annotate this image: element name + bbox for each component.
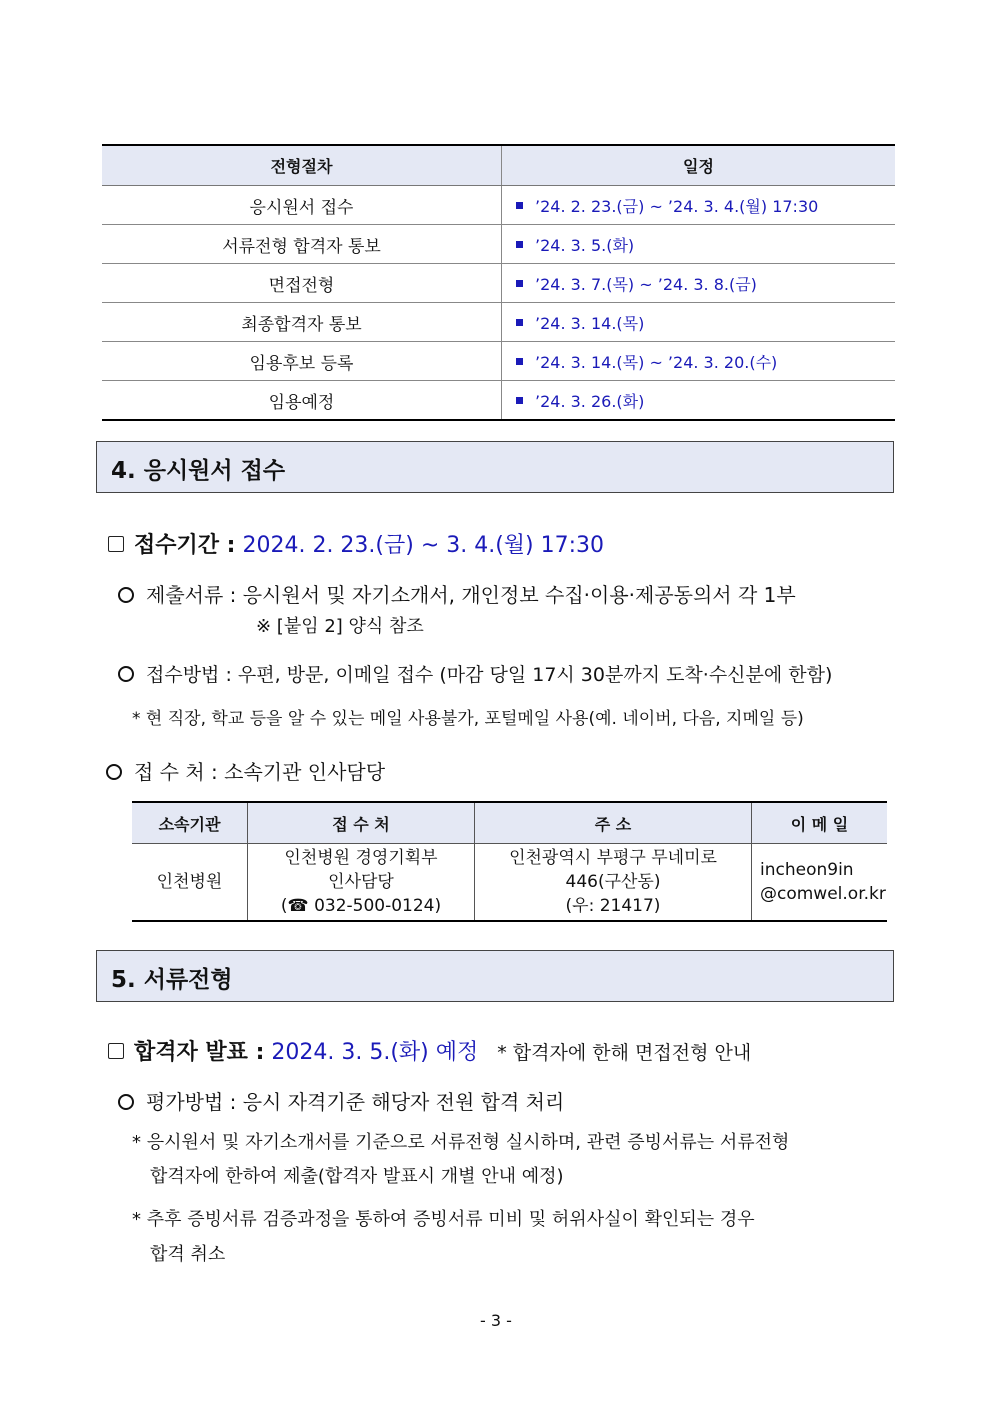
reception-org: 인천병원 bbox=[132, 844, 248, 922]
bullet-square-icon bbox=[516, 241, 523, 248]
section-5-header bbox=[96, 950, 894, 1002]
schedule-date: ’24. 2. 23.(금) ~ ’24. 3. 4.(월) 17:30 bbox=[535, 196, 819, 216]
bullet-circle-icon bbox=[106, 764, 122, 780]
checkbox-square-icon bbox=[108, 536, 124, 552]
method-line bbox=[118, 660, 832, 687]
schedule-step: 최종합격자 통보 bbox=[102, 303, 502, 342]
phone-line: (☎ 032-500-0124) bbox=[280, 896, 442, 916]
docs-note: ※ [붙임 2] 양식 참조 bbox=[256, 616, 424, 637]
schedule-step: 면접전형 bbox=[102, 264, 502, 303]
address-line: 446(구산동) bbox=[565, 872, 661, 892]
schedule-step: 응시원서 접수 bbox=[102, 186, 502, 225]
method-text: 접수방법 : 우편, 방문, 이메일 접수 (마감 당일 17시 30분까지 도착·수신분에 한함) bbox=[146, 664, 833, 686]
docs-line bbox=[118, 579, 796, 608]
reception-email bbox=[752, 844, 888, 922]
table-row bbox=[102, 342, 895, 381]
schedule-table bbox=[102, 144, 895, 421]
method-note: * 현 직장, 학교 등을 알 수 있는 메일 사용불가, 포털메일 사용(예. 네이버, 다음, 지메일 등) bbox=[132, 709, 804, 729]
place-text: 접 수 처 : 소속기관 인사담당 bbox=[134, 760, 386, 784]
note2-line1: * 추후 증빙서류 검증과정을 통하여 증빙서류 미비 및 허위사실이 확인되는 경우 bbox=[132, 1209, 755, 1230]
note1-line1: * 응시원서 및 자기소개서를 기준으로 서류전형 실시하며, 관련 증빙서류는 서류전형 bbox=[132, 1132, 790, 1153]
email-line: incheon9in bbox=[760, 860, 854, 880]
schedule-step: 임용후보 등록 bbox=[102, 342, 502, 381]
schedule-header-date: 일정 bbox=[502, 145, 896, 186]
postal-line: (우: 21417) bbox=[565, 896, 661, 916]
reception-header-dept: 접 수 처 bbox=[248, 802, 475, 844]
checkbox-square-icon bbox=[108, 1043, 124, 1059]
dept-line: 인천병원 경영기획부 bbox=[284, 848, 438, 868]
schedule-date: ’24. 3. 7.(목) ~ ’24. 3. 8.(금) bbox=[535, 274, 757, 294]
reception-table bbox=[132, 801, 887, 922]
reception-header-org: 소속기관 bbox=[132, 802, 248, 844]
table-row bbox=[102, 381, 895, 421]
reception-header-email: 이 메 일 bbox=[752, 802, 888, 844]
schedule-date: ’24. 3. 14.(목) bbox=[535, 313, 645, 333]
page-number: - 3 - bbox=[480, 1311, 512, 1330]
section-5-title: 5. 서류전형 bbox=[111, 967, 233, 993]
schedule-date: ’24. 3. 14.(목) ~ ’24. 3. 20.(수) bbox=[535, 352, 778, 372]
announce-label: 합격자 발표 : bbox=[134, 1040, 265, 1065]
email-line: @comwel.or.kr bbox=[760, 884, 886, 904]
bullet-square-icon bbox=[516, 202, 523, 209]
bullet-circle-icon bbox=[118, 666, 134, 682]
schedule-header-step: 전형절차 bbox=[102, 145, 502, 186]
table-row bbox=[102, 303, 895, 342]
bullet-square-icon bbox=[516, 319, 523, 326]
bullet-square-icon bbox=[516, 280, 523, 287]
section-4-title: 4. 응시원서 접수 bbox=[111, 458, 286, 484]
schedule-step: 서류전형 합격자 통보 bbox=[102, 225, 502, 264]
table-row bbox=[102, 186, 895, 225]
period-label: 접수기간 : bbox=[134, 533, 236, 558]
announce-value: 2024. 3. 5.(화) 예정 bbox=[271, 1040, 479, 1065]
table-row bbox=[102, 225, 895, 264]
table-row bbox=[102, 264, 895, 303]
place-line bbox=[106, 756, 385, 785]
table-row bbox=[132, 844, 887, 922]
eval-text: 평가방법 : 응시 자격기준 해당자 전원 합격 처리 bbox=[146, 1090, 565, 1114]
schedule-step: 임용예정 bbox=[102, 381, 502, 421]
reception-header-addr: 주 소 bbox=[475, 802, 752, 844]
note1-line2: 합격자에 한하여 제출(합격자 발표시 개별 안내 예정) bbox=[150, 1166, 564, 1187]
reception-dept bbox=[248, 844, 475, 922]
address-line: 인천광역시 부평구 무네미로 bbox=[509, 848, 717, 868]
docs-text: 제출서류 : 응시원서 및 자기소개서, 개인정보 수집·이용·제공동의서 각 1부 bbox=[146, 583, 796, 607]
eval-line bbox=[118, 1086, 564, 1115]
dept-line: 인사담당 bbox=[328, 872, 394, 892]
bullet-circle-icon bbox=[118, 587, 134, 603]
reception-header-row bbox=[132, 802, 887, 844]
bullet-square-icon bbox=[516, 358, 523, 365]
announce-note: * 합격자에 한해 면접전형 안내 bbox=[497, 1042, 752, 1064]
section-4-header bbox=[96, 441, 894, 493]
bullet-circle-icon bbox=[118, 1094, 134, 1110]
schedule-header-row bbox=[102, 145, 895, 186]
period-value: 2024. 2. 23.(금) ~ 3. 4.(월) 17:30 bbox=[242, 533, 605, 558]
schedule-date: ’24. 3. 5.(화) bbox=[535, 235, 635, 255]
bullet-square-icon bbox=[516, 397, 523, 404]
period-line bbox=[108, 528, 604, 559]
schedule-date: ’24. 3. 26.(화) bbox=[535, 391, 645, 411]
announce-line bbox=[108, 1035, 751, 1066]
note2-line2: 합격 취소 bbox=[150, 1244, 226, 1265]
reception-address bbox=[475, 844, 752, 922]
